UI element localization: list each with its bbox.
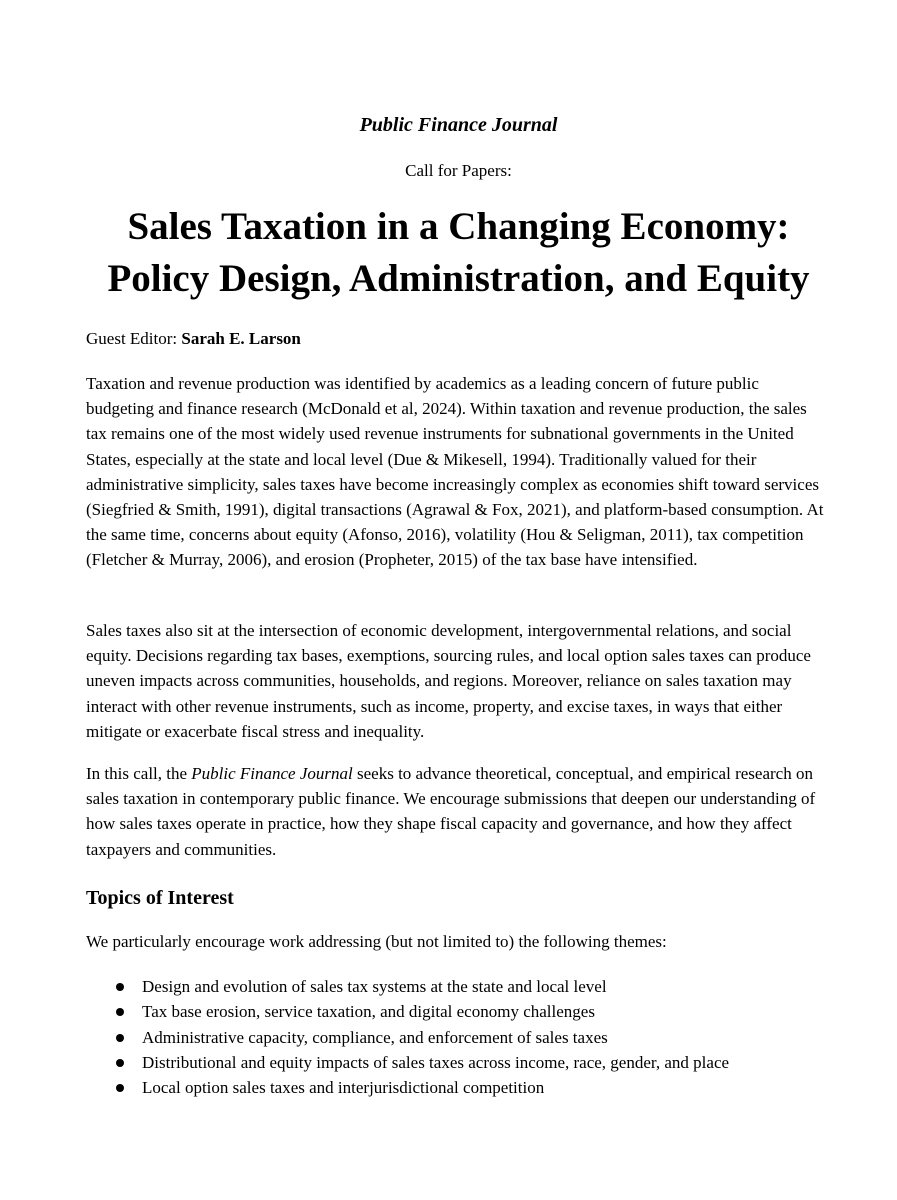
bullet-icon bbox=[116, 1034, 124, 1042]
journal-name: Public Finance Journal bbox=[359, 114, 558, 136]
topic-text: Design and evolution of sales tax systems at the state and local level bbox=[142, 977, 607, 996]
list-item bbox=[112, 999, 729, 1024]
paragraph-3 bbox=[86, 761, 831, 862]
topic-text: Administrative capacity, compliance, and enforcement of sales taxes bbox=[142, 1027, 608, 1047]
paragraph-3-journal: Public Finance Journal bbox=[191, 764, 353, 783]
bullet-icon bbox=[116, 983, 124, 991]
topic-text: Distributional and equity impacts of sales taxes across income, race, gender, and place bbox=[142, 1052, 730, 1072]
paragraph-2: Sales taxes also sit at the intersection of economic development, intergovernmental relations, and social equity. Decisions regarding tax bases, exemptions, sourcing rules, and local option sales taxes can produce uneven impacts across communities, households, and regions. Moreover, reliance on sales taxation may interact with other revenue instruments, such as income, property, and excise taxes, in ways that either mitigate or exacerbate fiscal stress and inequality. bbox=[86, 621, 811, 741]
title-line-1: Sales Taxation in a Changing Economy: bbox=[127, 205, 790, 248]
list-item bbox=[112, 1025, 729, 1050]
topic-text: Local option sales taxes and interjurisdictional competition bbox=[142, 1078, 545, 1098]
topics-list bbox=[112, 974, 729, 1100]
bullet-icon bbox=[116, 1008, 124, 1016]
paragraph-1: Taxation and revenue production was identified by academics as a leading concern of future public budgeting and finance research (McDonald et al, 2024). Within taxation and revenue production, the sales tax remains one of the most widely used revenue instruments for subnational governments in the United States, especially at the state and local level (Due & Mikesell, 1994). Traditionally valued for their administrative simplicity, sales taxes have become increasingly complex as economies shift toward services (Siegfried & Smith, 1991), digital transactions (Agrawal & Fox, 2021), and platform-based consumption. At the same time, concerns about equity (Afonso, 2016), volatility (Hou & Seligman, 2011), tax competition (Fletcher & Murray, 2006), and erosion (Propheter, 2015) of the tax base have intensified. bbox=[86, 374, 824, 570]
paragraph-3-before: In this call, the bbox=[86, 764, 192, 783]
topics-intro: We particularly encourage work addressing (but not limited to) the following themes: bbox=[86, 932, 667, 951]
bullet-icon bbox=[116, 1084, 124, 1092]
bullet-icon bbox=[116, 1059, 124, 1067]
list-item bbox=[112, 974, 729, 999]
list-item bbox=[112, 1050, 729, 1075]
list-item bbox=[112, 1075, 729, 1100]
guest-editor bbox=[86, 328, 301, 350]
title-line-2: Policy Design, Administration, and Equity bbox=[107, 257, 810, 300]
topic-text: Tax base erosion, service taxation, and digital economy challenges bbox=[142, 1002, 595, 1022]
page-title bbox=[66, 201, 851, 305]
guest-editor-label: Guest Editor: bbox=[86, 329, 178, 348]
guest-editor-name: Sarah E. Larson bbox=[181, 329, 301, 348]
call-for-papers-label: Call for Papers: bbox=[405, 161, 512, 180]
paragraph-3-after: seeks to advance theoretical, conceptual, and empirical research on sales taxation in contemporary public finance. We encourage submissions that deepen our understanding of how sales taxes operate in practice, how they shape fiscal capacity and governance, and how they affect taxpayers and communities. bbox=[86, 764, 816, 859]
topics-heading: Topics of Interest bbox=[86, 887, 234, 909]
